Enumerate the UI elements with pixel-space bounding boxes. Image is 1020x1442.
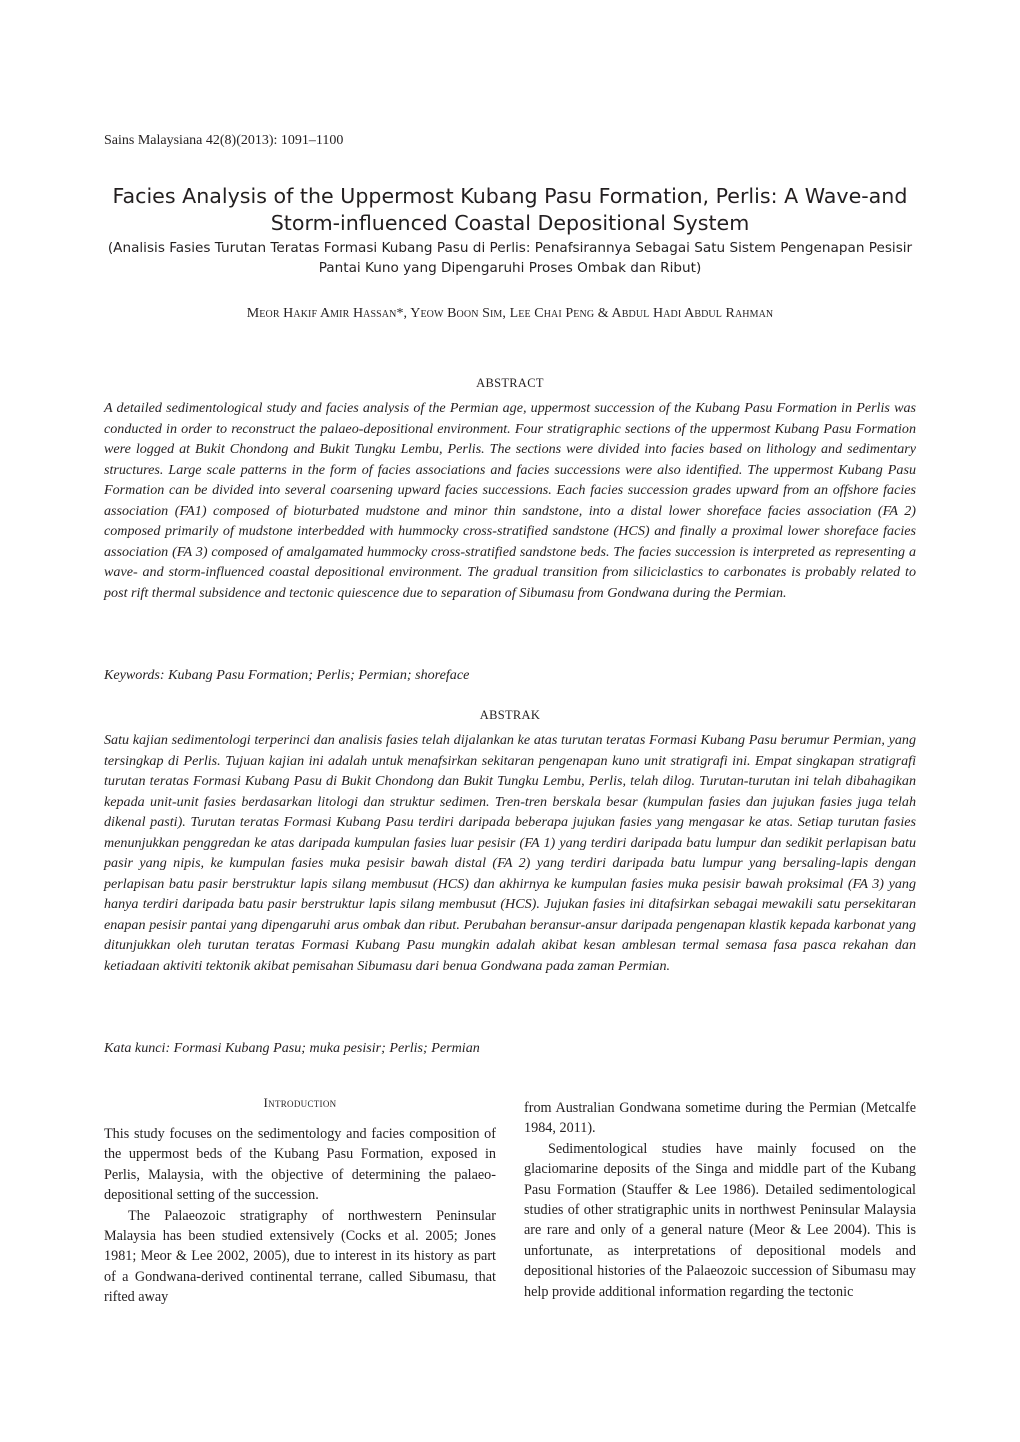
- abstrak-text: Satu kajian sedimentologi terperinci dan analisis fasies telah dijalankan ke atas turutan teratas Formasi Kubang Pasu berumur Permian, yang tersingkap di Perlis. Tujuan kajian ini adalah untuk menafsirkan sekitaran pengenapan kuno unit stratigrafi ini. Empat singkapan stratigrafi turutan teratas Formasi Kubang Pasu di Bukit Chondong dan Bukit Tungku Lembu, Perlis, telah dilog. Turutan-turutan ini telah dibahagikan kepada unit-unit fasies berdasarkan litologi dan struktur sedimen. Tren-tren berskala besar (kumpulan fasies dan jujukan fasies juga telah dikenal pasti). Turutan teratas Formasi Kubang Pasu terdiri daripada beberapa jujukan fasies yang mengasar ke atas. Setiap turutan fasies menunjukkan penggredan ke atas daripada kumpulan fasies luar pesisir (FA 1) yang terdiri daripada batu lumpur dan sedikit perlapisan batu pasir yang nipis, ke kumpulan fasies muka pesisir bawah distal (FA 2) yang terdiri daripada batu lumpur yang bersaling-lapis dengan perlapisan batu pasir berstruktur lapis silang membusut (HCS) dan akhirnya ke kumpulan fasies muka pesisir bawah proksimal (FA 3) yang hanya terdiri daripada batu pasir berstruktur lapis silang membusut (HCS). Jujukan fasies ini ditafsirkan sebagai mewakili satu persekitaran enapan pesisir pantai yang dipengaruhi arus ombak dan ribut. Perubahan beransur-ansur daripada pengenapan klastik kepada karbonat yang ditunjukkan oleh turutan teratas Formasi Kubang Pasu mungkin adalah akibat kesan amblesan termal semasa fasa pasca rekahan dan ketiadaan aktiviti tektonik akibat pemisahan Sibumasu dari benua Gondwana pada zaman Permian.: [104, 732, 916, 975]
- intro-paragraph-1: This study focuses on the sedimentology and facies composition of the uppermost beds of the Kubang Pasu Formation, exposed in Perlis, Malaysia, with the objective of determining the palaeo-depositional setting of the succession.: [104, 1126, 496, 1204]
- introduction-heading: Introduction: [263, 1095, 337, 1110]
- intro-paragraph-2: The Palaeozoic stratigraphy of northwestern Peninsular Malaysia has been studied extensively (Cocks et al. 2005; Jones 1981; Meor & Lee 2002, 2005), due to interest in its history as part of a Gondwana-derived continental terrane, called Sibumasu, that rifted away: [104, 1207, 496, 1306]
- abstract-heading: ABSTRACT: [476, 376, 544, 390]
- paper-subtitle-malay: (Analisis Fasies Turutan Teratas Formasi Kubang Pasu di Perlis: Penafsirannya Sebagai Satu Sistem Pengenapan Pesisir Pantai Kuno yang Dipengaruhi Proses Ombak dan Ribut): [107, 240, 913, 276]
- left-column: [104, 1094, 496, 1308]
- paper-title: Facies Analysis of the Uppermost Kubang Pasu Formation, Perlis: A Wave-and Storm-influenced Coastal Depositional System: [112, 184, 908, 235]
- intro-paragraph-3: Sedimentological studies have mainly focused on the glaciomarine deposits of the Singa and middle part of the Kubang Pasu Formation (Stauffer & Lee 1986). Detailed sedimentological studies of other stratigraphic units in northwest Peninsular Malaysia are rare and only of a general nature (Meor & Lee 2004). This is unfortunate, as interpretations of depositional models and depositional histories of the Palaeozoic succession of Sibumasu may help provide additional information regarding the tectonic: [524, 1140, 916, 1300]
- journal-reference: Sains Malaysiana 42(8)(2013): 1091–1100: [104, 133, 344, 148]
- author-list: Meor Hakif Amir Hassan*, Yeow Boon Sim, Lee Chai Peng & Abdul Hadi Abdul Rahman: [246, 306, 774, 321]
- keywords: Keywords: Kubang Pasu Formation; Perlis; Permian; shoreface: [104, 667, 470, 683]
- kata-kunci: Kata kunci: Formasi Kubang Pasu; muka pesisir; Perlis; Permian: [104, 1040, 480, 1056]
- intro-paragraph-2-cont: from Australian Gondwana sometime during the Permian (Metcalfe 1984, 2011).: [524, 1100, 916, 1137]
- abstract-text: A detailed sedimentological study and facies analysis of the Permian age, uppermost succession of the Kubang Pasu Formation in Perlis was conducted in order to reconstruct the palaeo-depositional environment. Four stratigraphic sections of the uppermost Kubang Pasu Formation were logged at Bukit Chondong and Bukit Tungku Lembu, Perlis. The sections were divided into facies based on lithology and sedimentary structures. Large scale patterns in the form of facies associations and facies successions were also identified. The uppermost Kubang Pasu Formation can be divided into several coarsening upward facies successions. Each facies succession grades upward from an offshore facies association (FA1) composed of bioturbated mudstone and minor thin sandstone, into a distal lower shoreface facies association (FA 2) composed primarily of mudstone interbedded with hummocky cross-stratified sandstone (HCS) and finally a proximal lower shoreface facies association (FA 3) composed of amalgamated hummocky cross-stratified sandstone beds. The facies succession is interpreted as representing a wave- and storm-influenced coastal depositional environment. The gradual transition from siliciclastics to carbonates is probably related to post rift thermal subsidence and tectonic quiescence due to separation of Sibumasu from Gondwana during the Permian.: [104, 400, 916, 601]
- right-column: [524, 1098, 916, 1302]
- abstrak-heading: ABSTRAK: [479, 708, 541, 722]
